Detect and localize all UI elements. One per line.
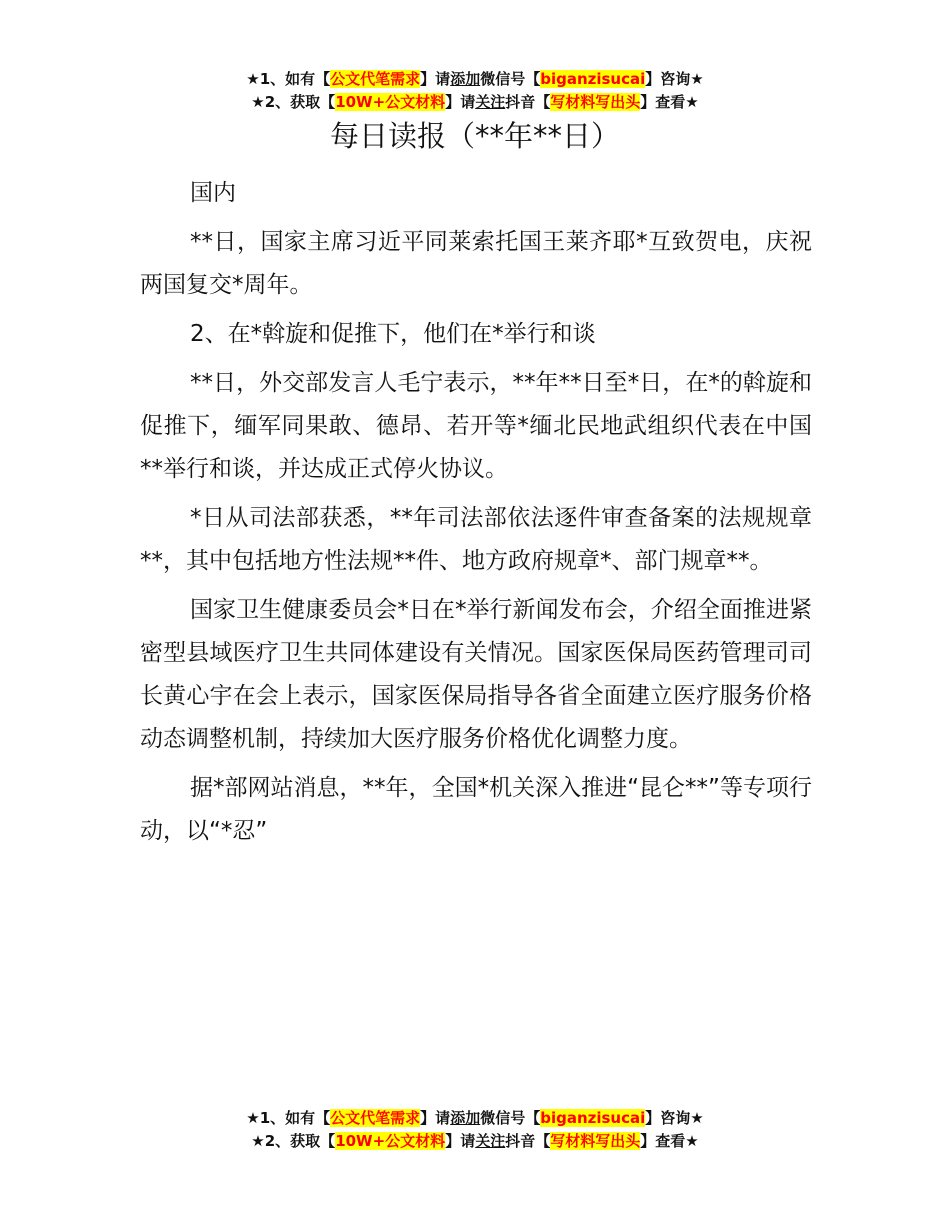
document-body [140,172,812,859]
paragraph: 国内 [190,180,236,206]
highlight-service: 公文代笔需求 [330,1109,421,1127]
banner-line-2: ★2、获取【10W+公文材料】请关注抖音【写材料写出头】查看★ [251,93,699,111]
paragraph: 据*部网站消息，**年，全国*机关深入推进“昆仑**”等专项行动，以“*忍” [140,775,812,844]
highlight-douyin-id: 写材料写出头 [550,93,641,111]
highlight-wechat-id: biganzisucai [540,1109,646,1127]
highlight-service: 公文代笔需求 [330,70,421,88]
highlight-materials: 10W+公文材料 [335,1132,446,1150]
paragraph: 国家卫生健康委员会*日在*举行新闻发布会，介绍全面推进紧密型县域医疗卫生共同体建设有关情况。国家医保局医药管理司司长黄心宇在会上表示，国家医保局指导各省全面建立医疗服务价格动态调整机制，持续加大医疗服务价格优化调整力度。 [140,597,812,752]
highlight-wechat-id: biganzisucai [540,70,646,88]
paragraph: **日，国家主席习近平同莱索托国王莱齐耶*互致贺电，庆祝两国复交*周年。 [140,229,812,298]
banner-line-1: ★1、如有【公文代笔需求】请添加微信号【biganzisucai】咨询★ [246,70,704,88]
header-banner [0,68,950,114]
paragraph: *日从司法部获悉，**年司法部依法逐件审查备案的法规规章**，其中包括地方性法规**件、地方政府规章*、部门规章**。 [140,505,812,574]
footer-banner [0,1107,950,1153]
document-title: 每日读报（**年**日） [329,119,620,153]
paragraph: **日，外交部发言人毛宁表示，**年**日至*日，在*的斡旋和促推下，缅军同果敢、德昂、若开等*缅北民地武组织代表在中国**举行和谈，并达成正式停火协议。 [140,370,812,482]
highlight-douyin-id: 写材料写出头 [550,1132,641,1150]
paragraph: 2、在*斡旋和促推下，他们在*举行和谈 [190,321,596,347]
banner-line-2: ★2、获取【10W+公文材料】请关注抖音【写材料写出头】查看★ [251,1132,699,1150]
highlight-materials: 10W+公文材料 [335,93,446,111]
banner-line-1: ★1、如有【公文代笔需求】请添加微信号【biganzisucai】咨询★ [246,1109,704,1127]
